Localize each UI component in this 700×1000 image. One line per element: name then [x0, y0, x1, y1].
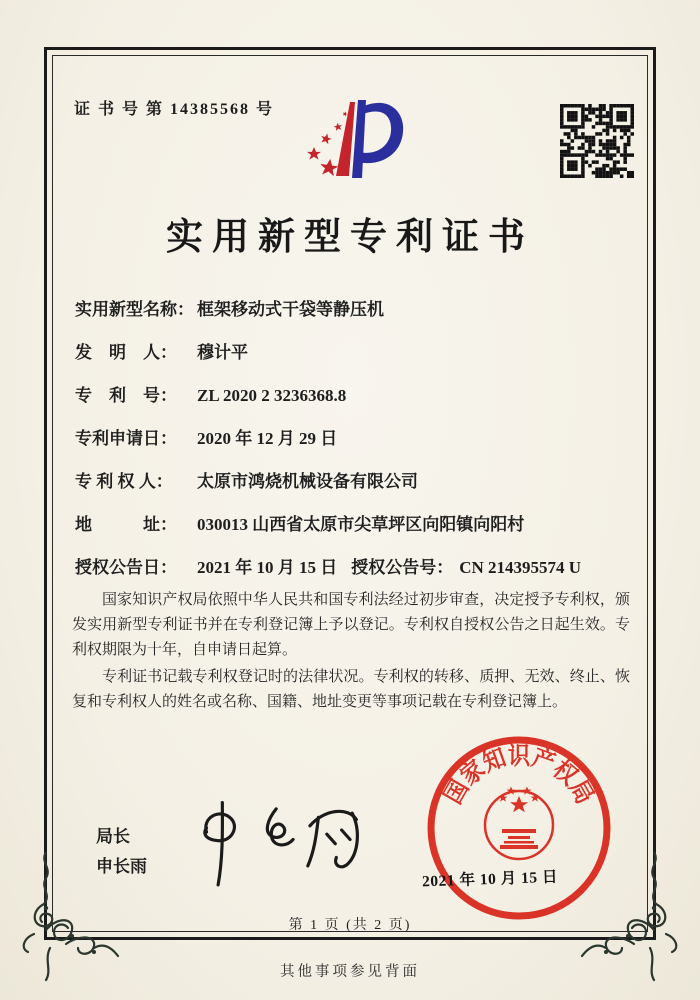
field-value: 穆计平	[197, 343, 248, 362]
field-row-address	[75, 503, 645, 546]
page-number: 第 1 页 (共 2 页)	[288, 918, 412, 933]
national-emblem-icon	[485, 787, 553, 860]
field-row-grant	[75, 546, 645, 589]
field-row-patentee	[75, 460, 645, 503]
seal-org-text: 国家知识产权局	[439, 743, 600, 812]
grant-no-pair	[351, 558, 581, 577]
field-row-inventor	[75, 331, 645, 374]
field-label: 实用新型名称：	[75, 300, 194, 319]
director-title: 局长	[96, 827, 130, 846]
director-name: 申长雨	[96, 857, 147, 876]
field-value: ZL 2020 2 3236368.8	[197, 386, 347, 405]
field-value: 框架移动式干袋等静压机	[197, 300, 384, 319]
field-row-name	[75, 288, 645, 331]
field-label: 地 址：	[75, 515, 177, 534]
back-side-note: 其他事项参见背面	[280, 964, 420, 980]
grant-no-value: CN 214395574 U	[459, 558, 582, 577]
legal-text	[72, 588, 630, 717]
seal-date: 2021 年 10 月 15 日	[421, 868, 559, 891]
field-list	[75, 288, 645, 589]
legal-paragraph-1: 国家知识产权局依照中华人民共和国专利法经过初步审查，决定授予专利权，颁发实用新型专利证书并在专利登记簿上予以登记。专利权自授权公告之日起生效。专利权期限为十年，自申请日起算。	[72, 592, 630, 658]
grant-date-label: 授权公告日：	[75, 558, 177, 577]
cnipa-red-seal	[424, 733, 614, 923]
signature-handwriting-icon	[185, 792, 380, 887]
grant-date-value: 2021 年 10 月 15 日	[197, 558, 338, 577]
field-label: 专利申请日：	[75, 429, 177, 448]
grant-no-label: 授权公告号：	[351, 558, 454, 577]
field-label: 专 利 权 人：	[75, 472, 173, 491]
field-label: 专 利 号：	[75, 386, 177, 405]
certificate-number: 证 书 号 第 14385568 号	[74, 101, 275, 118]
page-title: 实用新型专利证书	[166, 217, 534, 258]
field-value: 太原市鸿烧机械设备有限公司	[197, 472, 418, 491]
field-row-filing-date	[75, 417, 645, 460]
cnipa-logo-icon	[292, 96, 410, 190]
legal-paragraph-2: 专利证书记载专利权登记时的法律状况。专利权的转移、质押、无效、终止、恢复和专利权人的姓名或名称、国籍、地址变更等事项记载在专利登记簿上。	[72, 669, 630, 710]
field-row-patent-no	[75, 374, 645, 417]
qr-code	[560, 104, 634, 178]
corner-flourish-bottom-left	[10, 852, 120, 987]
field-value: 030013 山西省太原市尖草坪区向阳镇向阳村	[197, 515, 525, 534]
field-label: 发 明 人：	[75, 343, 177, 362]
field-value: 2020 年 12 月 29 日	[197, 429, 338, 448]
